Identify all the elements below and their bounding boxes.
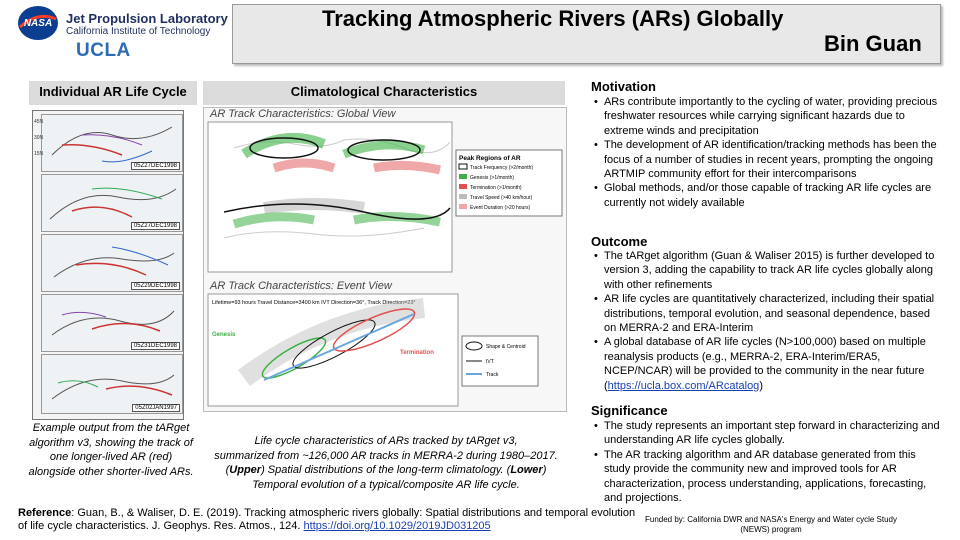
jpl-subtitle: California Institute of Technology [66,26,211,37]
legend-item: Termination (>1/month) [470,185,522,191]
motivation-list [591,95,944,210]
left-panel-heading: Individual AR Life Cycle [29,81,197,105]
ar-map-panel [41,234,183,292]
ar-catalog-link[interactable]: https://ucla.box.com/ARcatalog [607,379,760,392]
caption-text: ) Temporal evolution of a typical/composite AR life cycle. [252,464,547,491]
significance-heading: Significance [591,403,668,418]
motivation-heading: Motivation [591,79,656,94]
list-item: • The study represents an important step forward in characterizing and understanding AR life cycles globally. [591,419,944,448]
list-item: • The tARget algorithm (Guan & Waliser 2015) is further developed to version 3, adding the capability to track AR life cycles globally along with other refinements [591,249,944,292]
event-legend-item: Shape & Centroid [486,344,526,350]
nasa-logo-text: NASA [23,18,53,29]
latitude-label: 45N [34,119,44,125]
ar-map-panel [41,174,183,232]
termination-label: Termination [400,350,434,356]
figure-top-title: AR Track Characteristics: Global View [210,108,396,120]
legend-swatch [459,184,467,189]
event-info-line: Lifetime=93 hours Travel Distance=3400 km IVT Direction=36°, Track Direction=23° [212,300,416,306]
list-item [591,335,944,393]
page-title: Tracking Atmospheric Rivers (ARs) Globally [322,6,784,31]
legend-swatch [459,174,467,179]
event-legend-item: IVT [486,359,494,365]
caption-lower: Lower [510,464,543,477]
jpl-title: Jet Propulsion Laboratory [66,11,228,26]
caption-text: summarized from ~126,000 AR tracks in MERRA-2 during 1980–2017. ( [214,449,558,477]
map-date-label: 05Z31DEC1998 [131,342,180,350]
individual-ar-map-stack [32,110,184,420]
map-date-label: 05Z27DEC1998 [131,162,180,170]
list-item: • ARs contribute importantly to the cycling of water, providing precious freshwater resources while carrying significant hazards due to extreme winds and precipitation [591,95,944,138]
legend-swatch [459,194,467,199]
caption-text: ) Spatial distributions of the long-term climatology. ( [261,464,511,477]
map-date-label: 05Z29DEC1998 [131,282,180,290]
list-item: • AR life cycles are quantitatively characterized, including their spatial distributions, temporal evolution, and seasonal dependence, based on MERRA-2 and ERA-Interim [591,292,944,335]
algorithm-name: tARget [466,435,500,447]
list-item: • The AR tracking algorithm and AR database generated from this study provide the community new and improved tools for AR characterization, process understanding, applications, forecasting, and projections. [591,448,944,506]
legend-item: Track Frequency (>2/month) [470,165,534,171]
reference-text [18,507,638,533]
legend-swatch [459,204,467,209]
caption-text: algorithm v3, showing the track of one longer-lived AR (red) alongside other shorter-lived ARs. [28,436,194,478]
bullet-text: A global database of AR life cycles (N>100,000) based on multiple reanalysis products (e.g., MERRA-2, ERA-Interim/ERA5, NCEP/NCAR) will be provided to the community in the near future ( [603,336,926,392]
caption-text: v3, [499,435,518,447]
author-name: Bin Guan [824,31,922,56]
reference-citation: : Guan, B., & Waliser, D. E. (2019). Tracking atmospheric rivers globally: Spatial distributions and temporal evolution of life cycle characteristics. J. Geophys. Res. Atmos., 124. [18,507,636,532]
mid-panel-heading: Climatological Characteristics [203,81,565,105]
event-legend-item: Track [486,372,499,378]
outcome-heading: Outcome [591,234,648,249]
legend-item: Travel Speed (>40 km/hour) [470,195,533,201]
mid-panel-caption [205,434,567,492]
map-date-label: 05Z02JAN1997 [132,404,180,412]
nasa-logo [16,5,60,41]
figure-bottom-title: AR Track Characteristics: Event View [210,280,392,292]
bullet-text: ) [759,379,763,392]
latitude-label: 30N [34,135,44,141]
global-legend-title: Peak Regions of AR [459,155,521,162]
legend-item: Event Duration (>20 hours) [470,205,531,211]
ar-map-panel [41,354,183,414]
caption-text: Example output from the [32,422,156,434]
ar-map-panel [41,294,183,352]
outcome-list [591,249,944,393]
algorithm-name: tARget [155,422,190,434]
legend-item: Genesis (>1/month) [470,175,515,181]
funding-note: Funded by: California DWR and NASA's Energy and Water cycle Study (NEWS) program [644,515,897,534]
left-panel-caption [26,421,196,479]
list-item: • The development of AR identification/tracking methods has been the focus of a number of studies in recent years, prompting the ongoing ARTMIP community effort for their intercomparisons [591,138,944,181]
genesis-label: Genesis [212,332,236,338]
reference-label: Reference [18,507,72,519]
caption-text: Life cycle characteristics of ARs tracked by [254,435,467,447]
doi-link[interactable]: https://doi.org/10.1029/2019JD031205 [303,520,491,532]
significance-list [591,419,944,505]
map-date-label: 05Z27DEC1998 [131,222,180,230]
ucla-logo: UCLA [76,40,131,61]
ar-map-panel [41,114,183,172]
caption-upper: Upper [229,464,262,477]
climatology-figure-drawing [204,108,566,411]
latitude-label: 15N [34,151,44,157]
list-item: • Global methods, and/or those capable of tracking AR life cycles are currently not widely available [591,181,944,210]
climatology-figure [203,107,567,412]
